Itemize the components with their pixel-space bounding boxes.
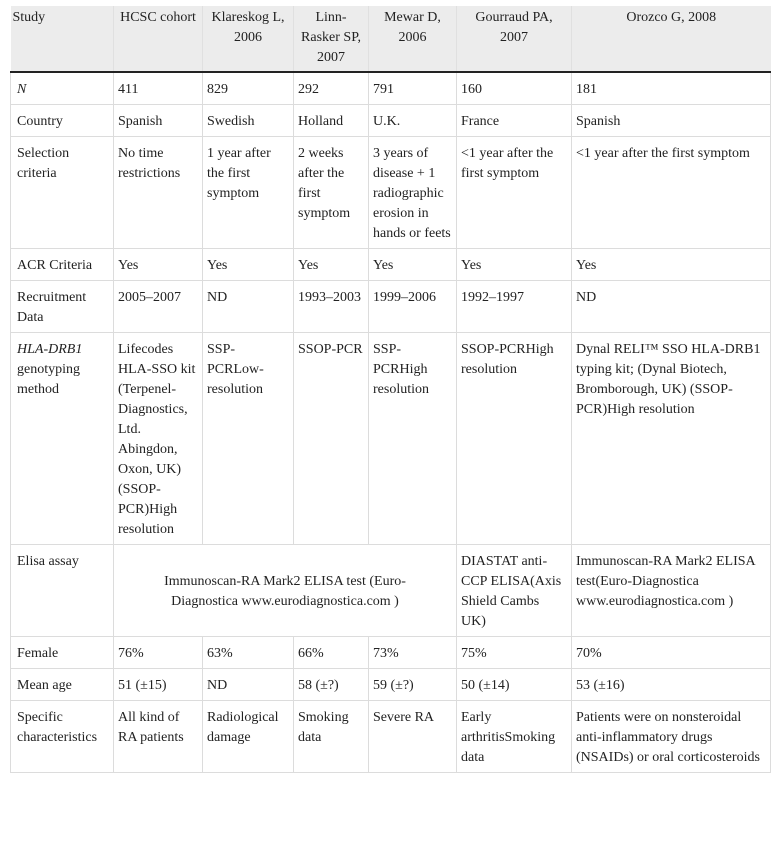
cell-value: Lifecodes HLA-SSO kit (Terpenel-Diagnostics, Ltd. Abingdon, Oxon, UK) (SSOP-PCR)High resolution xyxy=(114,333,203,545)
header-hcsc: HCSC cohort xyxy=(114,6,203,72)
cell-value: SSOP-PCR xyxy=(294,333,369,545)
cell-value: 411 xyxy=(114,72,203,105)
row-recruitment-data xyxy=(11,281,771,333)
row-specific-characteristics xyxy=(11,701,771,773)
cell-value: Patients were on nonsteroidal anti-inflammatory drugs (NSAIDs) or oral corticosteroids xyxy=(572,701,771,773)
cell-value: 2 weeks after the first symptom xyxy=(294,137,369,249)
cell-value: 2005–2007 xyxy=(114,281,203,333)
cell-value: <1 year after the first symptom xyxy=(457,137,572,249)
row-label: Specific characteristics xyxy=(11,701,114,773)
cell-value: SSP-PCRLow-resolution xyxy=(203,333,294,545)
cell-value: All kind of RA patients xyxy=(114,701,203,773)
cell-value: Swedish xyxy=(203,105,294,137)
cell-value: Holland xyxy=(294,105,369,137)
header-mewar: Mewar D, 2006 xyxy=(369,6,457,72)
header-row xyxy=(11,6,771,72)
cell-value: SSOP-PCRHigh resolution xyxy=(457,333,572,545)
cell-value: No time restrictions xyxy=(114,137,203,249)
cell-value: Spanish xyxy=(572,105,771,137)
cell-value: 75% xyxy=(457,637,572,669)
cell-value: Smoking data xyxy=(294,701,369,773)
gene-name: HLA-DRB1 xyxy=(17,342,83,357)
cell-value: 1992–1997 xyxy=(457,281,572,333)
row-acr-criteria xyxy=(11,249,771,281)
header-klareskog: Klareskog L, 2006 xyxy=(203,6,294,72)
cell-value: 1993–2003 xyxy=(294,281,369,333)
row-genotyping-method xyxy=(11,333,771,545)
cell-value: 181 xyxy=(572,72,771,105)
cell-value: ND xyxy=(203,669,294,701)
row-label: Mean age xyxy=(11,669,114,701)
row-label-rest: genotyping method xyxy=(17,362,80,397)
cell-merged-elisa xyxy=(114,545,457,637)
row-label xyxy=(11,333,114,545)
cell-value: 3 years of disease + 1 radiographic erosion in hands or feets xyxy=(369,137,457,249)
cell-value: ND xyxy=(572,281,771,333)
row-label: ACR Criteria xyxy=(11,249,114,281)
row-label: Country xyxy=(11,105,114,137)
cell-value: Spanish xyxy=(114,105,203,137)
cell-value: 50 (±14) xyxy=(457,669,572,701)
cell-value: 1999–2006 xyxy=(369,281,457,333)
row-label: Female xyxy=(11,637,114,669)
row-label: Elisa assay xyxy=(11,545,114,637)
cell-value: Dynal RELI™ SSO HLA-DRB1 typing kit; (Dynal Biotech, Bromborough, UK) (SSOP-PCR)High resolution xyxy=(572,333,771,545)
cell-value: 66% xyxy=(294,637,369,669)
row-country xyxy=(11,105,771,137)
row-selection-criteria xyxy=(11,137,771,249)
cell-value: Radiological damage xyxy=(203,701,294,773)
cell-value: SSP-PCRHigh resolution xyxy=(369,333,457,545)
study-comparison-table-wrapper xyxy=(10,6,770,773)
header-orozco: Orozco G, 2008 xyxy=(572,6,771,72)
row-label: N xyxy=(11,72,114,105)
header-gourraud: Gourraud PA, 2007 xyxy=(457,6,572,72)
cell-value: 829 xyxy=(203,72,294,105)
cell-value: 63% xyxy=(203,637,294,669)
cell-value: 53 (±16) xyxy=(572,669,771,701)
cell-value: 51 (±15) xyxy=(114,669,203,701)
header-linn-rasker: Linn-Rasker SP, 2007 xyxy=(294,6,369,72)
cell-value: Early arthritisSmoking data xyxy=(457,701,572,773)
cell-value: 1 year after the first symptom xyxy=(203,137,294,249)
cell-value: Yes xyxy=(457,249,572,281)
cell-value: DIASTAT anti-CCP ELISA(Axis Shield Cambs UK) xyxy=(457,545,572,637)
study-comparison-table xyxy=(10,6,771,773)
cell-value: 292 xyxy=(294,72,369,105)
row-label: Recruitment Data xyxy=(11,281,114,333)
row-label: Selection criteria xyxy=(11,137,114,249)
cell-value: <1 year after the first symptom xyxy=(572,137,771,249)
cell-value: 76% xyxy=(114,637,203,669)
row-n xyxy=(11,72,771,105)
cell-value: Yes xyxy=(294,249,369,281)
cell-value: 70% xyxy=(572,637,771,669)
cell-value: France xyxy=(457,105,572,137)
row-female xyxy=(11,637,771,669)
cell-value: ND xyxy=(203,281,294,333)
cell-value: Yes xyxy=(369,249,457,281)
cell-value: 59 (±?) xyxy=(369,669,457,701)
cell-value: Severe RA xyxy=(369,701,457,773)
cell-value: Yes xyxy=(114,249,203,281)
row-mean-age xyxy=(11,669,771,701)
cell-value: Immunoscan-RA Mark2 ELISA test(Euro-Diagnostica www.eurodiagnostica.com ) xyxy=(572,545,771,637)
cell-value: U.K. xyxy=(369,105,457,137)
cell-value: 73% xyxy=(369,637,457,669)
cell-value: 160 xyxy=(457,72,572,105)
header-study: Study xyxy=(11,6,114,72)
cell-value: 791 xyxy=(369,72,457,105)
cell-value: Yes xyxy=(572,249,771,281)
cell-value: 58 (±?) xyxy=(294,669,369,701)
row-elisa-assay xyxy=(11,545,771,637)
cell-value: Yes xyxy=(203,249,294,281)
merged-elisa-text: Immunoscan-RA Mark2 ELISA test (Euro-Diagnostica www.eurodiagnostica.com ) xyxy=(164,574,406,609)
